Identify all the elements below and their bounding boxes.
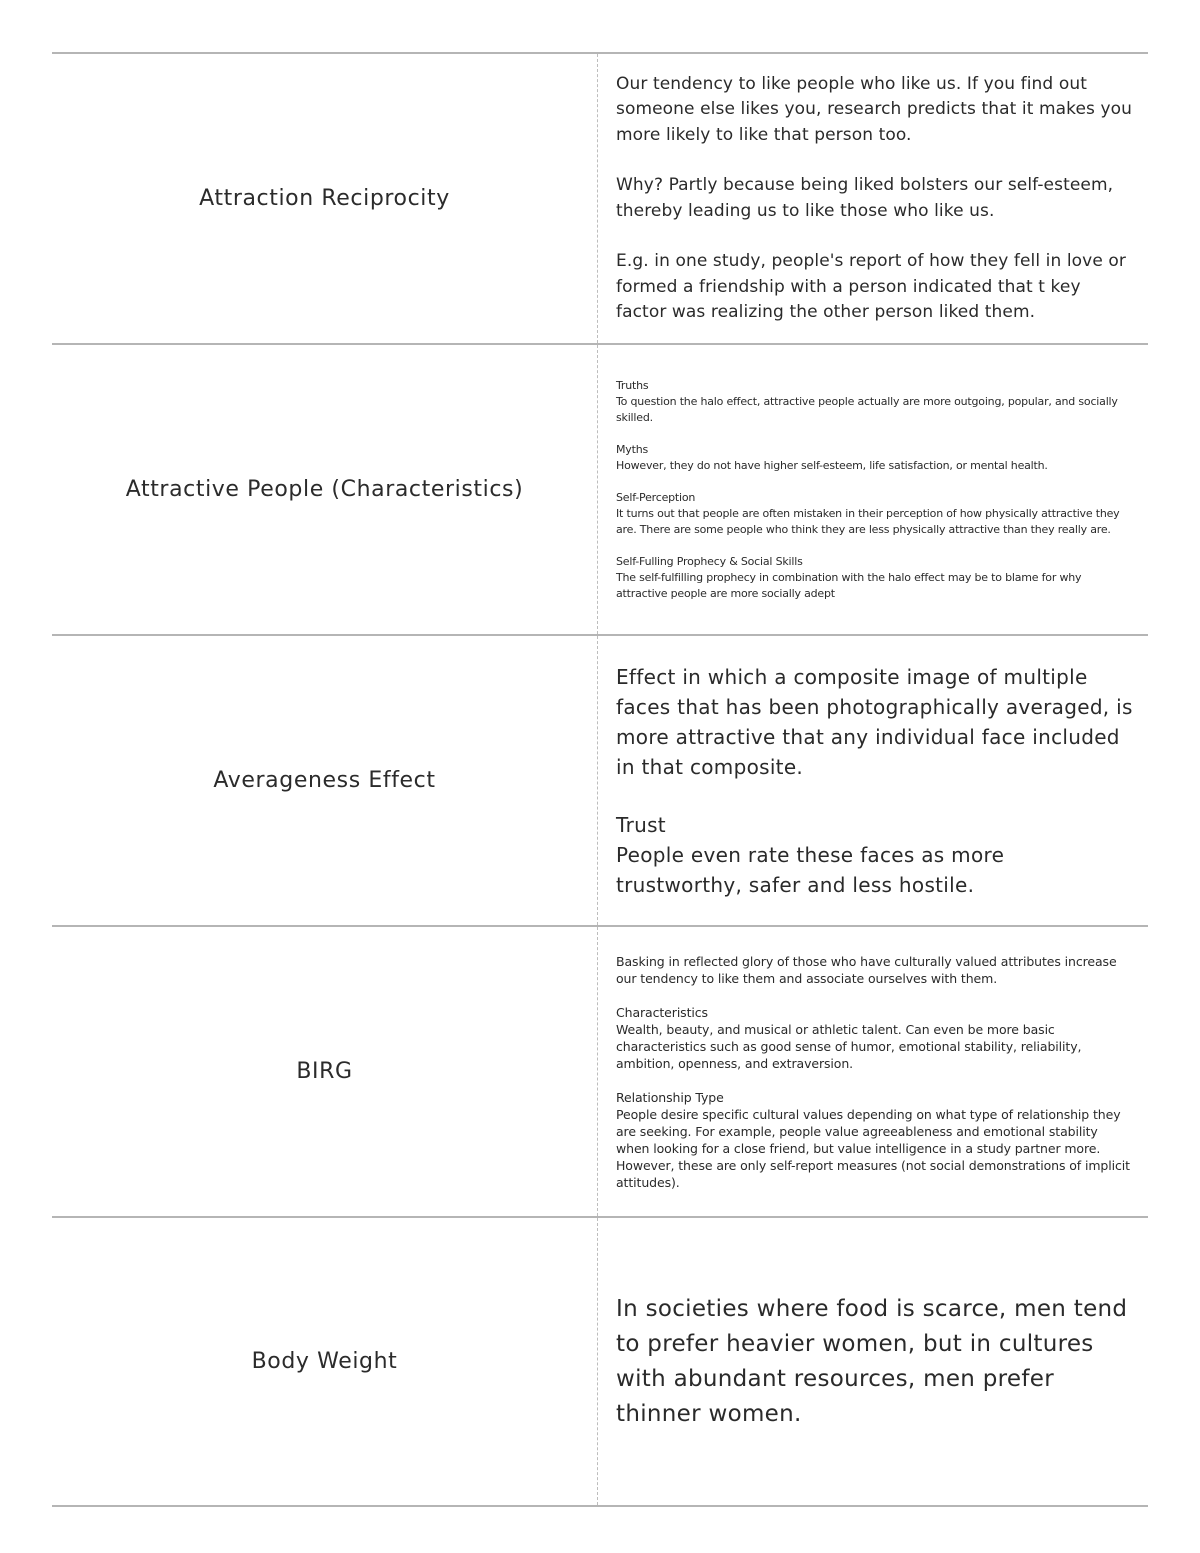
flashcard-row [52,1216,1148,1507]
definition-cell [598,636,1148,925]
definition-paragraph: Self-Perception It turns out that people are often mistaken in their perception of how physically attractive they are. There are some people who think they are less physically attractive than they really are. [616,490,1120,536]
term-averageness-effect: Averageness Effect [213,768,436,793]
definition-paragraph: Self-Fulling Prophecy & Social Skills The self-fulfilling prophecy in combination with the halo effect may be to blame for why attractive people are more socially adept [616,554,1082,600]
definition-paragraph: Myths However, they do not have higher self-esteem, life satisfaction, or mental health. [616,442,1048,472]
flashcard-row [52,925,1148,1216]
flashcard-row [52,343,1148,634]
definition-cell [598,927,1148,1216]
definition-cell [598,345,1148,634]
term-cell [52,927,598,1216]
definition-cell [598,1218,1148,1505]
definition-cell [598,54,1148,343]
definition-paragraph: In societies where food is scarce, men tend to prefer heavier women, but in cultures with abundant resources, men prefer thinner women. [616,1295,1128,1427]
definition-paragraph: Characteristics Wealth, beauty, and musical or athletic talent. Can even be more basic characteristics such as good sense of humor, emotional stability, reliability, ambition, openness, and extraversion. [616,1004,1082,1071]
term-cell [52,345,598,634]
definition-paragraph: E.g. in one study, people's report of how they fell in love or formed a friendship with a person indicated that t key factor was realizing the other person liked them. [616,251,1126,322]
term-attractive-people: Attractive People (Characteristics) [125,477,524,502]
definition-paragraph: Truths To question the halo effect, attractive people actually are more outgoing, popular, and socially skilled. [616,378,1118,424]
term-birg: BIRG [296,1059,353,1084]
term-cell [52,636,598,925]
flashcard-row [52,634,1148,925]
term-body-weight: Body Weight [251,1349,398,1374]
term-cell [52,54,598,343]
flashcard-sheet [52,52,1148,1507]
definition-paragraph: Why? Partly because being liked bolsters our self-esteem, thereby leading us to like those who like us. [616,175,1114,221]
definition-paragraph: Relationship Type People desire specific cultural values depending on what type of relationship they are seeking. For example, people value agreeableness and emotional stability when looking for a close friend, but value intelligence in a study partner more. However, these are only self-report measures (not social demonstrations of implicit attitudes). [616,1089,1130,1190]
definition-paragraph: Effect in which a composite image of multiple faces that has been photographically averaged, is more attractive that any individual face included in that composite. [616,664,1133,779]
definition-paragraph: Trust People even rate these faces as more trustworthy, safer and less hostile. [616,812,1005,897]
definition-paragraph: Our tendency to like people who like us. If you find out someone else likes you, research predicts that it makes you more likely to like that person too. [616,73,1133,145]
definition-paragraph: Basking in reflected glory of those who have culturally valued attributes increase our tendency to like them and associate ourselves with them. [616,953,1117,986]
flashcard-row [52,52,1148,343]
term-cell [52,1218,598,1505]
term-attraction-reciprocity: Attraction Reciprocity [199,186,450,211]
